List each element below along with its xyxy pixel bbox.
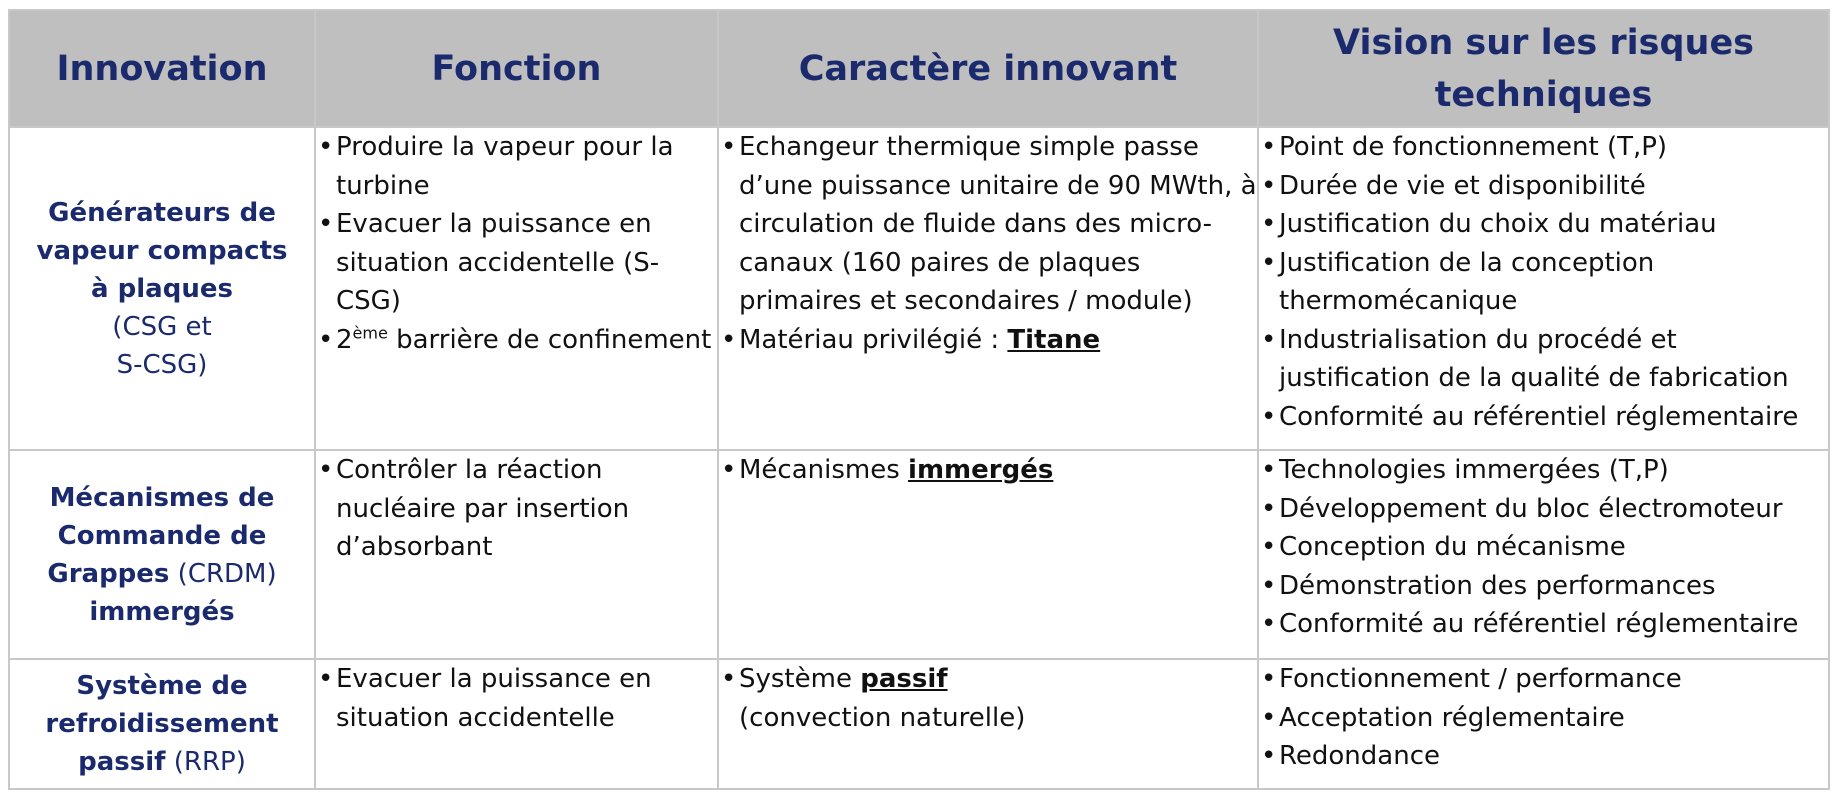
list-item: • Fonctionnement / performance <box>1259 660 1828 699</box>
list-item: • Point de fonctionnement (T,P) <box>1259 128 1828 167</box>
innovation-name: Mécanismes de Commande de Grappes <box>47 482 275 589</box>
list-item <box>316 321 717 360</box>
innovation-cell <box>9 659 315 789</box>
list-item <box>719 451 1257 490</box>
caractere-cell <box>718 127 1258 450</box>
list-item: • Echangeur thermique simple passe d’une puissance unitaire de 90 MWth, à circulation de fluide dans des micro-canaux (160 paires de plaques primaires et secondaires / module) <box>719 128 1257 321</box>
fonction-cell <box>315 127 718 450</box>
list-item-text: (convection naturelle) <box>739 702 1026 733</box>
fonction-cell <box>315 659 718 789</box>
list-item: • Conception du mécanisme <box>1259 528 1828 567</box>
emphasis-text: passif <box>860 664 948 694</box>
ordinal-suffix: ème <box>352 322 388 342</box>
table-row <box>9 127 1829 450</box>
table-header-row <box>9 10 1829 127</box>
risques-cell <box>1258 450 1829 659</box>
header-caractere-innovant: Caractère innovant <box>718 10 1258 127</box>
innovation-name: Générateurs de vapeur compacts à plaques <box>36 197 288 304</box>
list-item-text: barrière de confinement <box>387 324 712 355</box>
innovation-name: Système de refroidissement passif <box>45 671 279 777</box>
risques-cell <box>1258 127 1829 450</box>
list-item: • Contrôler la réaction nucléaire par insertion d’absorbant <box>316 451 717 567</box>
list-item: • Industrialisation du procédé et justification de la qualité de fabrication <box>1259 321 1828 398</box>
list-item: • Justification de la conception thermomécanique <box>1259 244 1828 321</box>
list-item: • Conformité au référentiel réglementaire <box>1259 605 1828 644</box>
emphasis-text: Titane <box>1007 324 1101 355</box>
list-item: • Démonstration des performances <box>1259 567 1828 606</box>
list-item-text: Matériau privilégié : <box>739 324 1008 355</box>
header-innovation: Innovation <box>9 10 315 127</box>
list-item-text: Système <box>739 664 861 694</box>
list-item: • Conformité au référentiel réglementaire <box>1259 398 1828 437</box>
innovation-cell <box>9 450 315 659</box>
list-item: • Evacuer la puissance en situation accidentelle <box>316 660 717 737</box>
list-item: • Produire la vapeur pour la turbine <box>316 128 717 205</box>
emphasis-text: immergés <box>908 455 1054 485</box>
header-fonction: Fonction <box>315 10 718 127</box>
list-item: • Technologies immergées (T,P) <box>1259 451 1828 490</box>
innovation-name-suffix: immergés <box>89 596 235 627</box>
innovation-acronym: (CRDM) <box>177 558 277 589</box>
list-item: • Justification du choix du matériau <box>1259 205 1828 244</box>
list-item: • Développement du bloc électromoteur <box>1259 490 1828 529</box>
caractere-cell <box>718 450 1258 659</box>
list-item: • Durée de vie et disponibilité <box>1259 167 1828 206</box>
ordinal-number: 2 <box>336 324 353 355</box>
header-vision-risques <box>1258 10 1829 127</box>
list-item: • Evacuer la puissance en situation accidentelle (S-CSG) <box>316 205 717 321</box>
table-row <box>9 450 1829 659</box>
innovation-acronym: (RRP) <box>173 747 246 777</box>
list-item: • Acceptation réglementaire <box>1259 699 1828 738</box>
list-item <box>719 660 1257 737</box>
caractere-cell <box>718 659 1258 789</box>
header-vision-risques-text: Vision sur les risques techniques <box>1332 22 1755 115</box>
risques-cell <box>1258 659 1829 789</box>
fonction-cell <box>315 450 718 659</box>
table-row <box>9 659 1829 789</box>
list-item-text: Mécanismes <box>739 455 909 485</box>
innovation-acronym: (CSG et S-CSG) <box>112 311 212 380</box>
list-item <box>719 321 1257 360</box>
innovation-table <box>8 9 1830 790</box>
list-item: • Redondance <box>1259 737 1828 776</box>
innovation-cell <box>9 127 315 450</box>
